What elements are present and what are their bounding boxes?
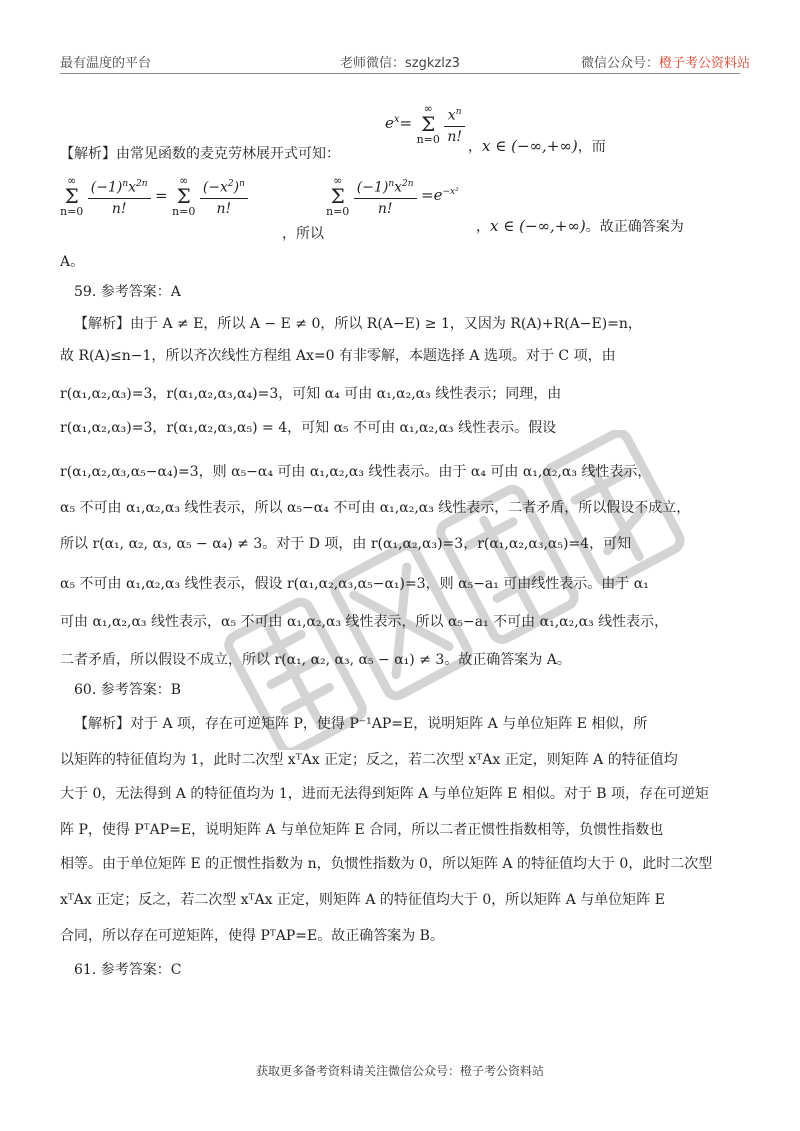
q60-line-2: 以矩阵的特征值均为 1，此时二次型 xᵀAx 正定；反之，若二次型 xᵀAx 正定，则矩阵 A 的特征值均 [60,752,678,768]
q60-line-4: 阵 P，使得 PᵀAP=E，说明矩阵 A 与单位矩阵 E 合同，所以二者正惯性指数相等，负惯性指数也 [60,822,664,838]
formula-exp-series: $e^x=$ ∞ Σ n=0 $\frac{x^n}{n!}$ [385,102,465,147]
q59-line-6: α₅ 不可由 α₁,α₂,α₃ 线性表示，所以 α₅−α₄ 不可由 α₁,α₂,α₃ 线性表示，二者矛盾，所以假设不成立， [60,500,691,516]
so-text: ，所以 [282,226,324,242]
q59-line-7: 所以 r(α₁, α₂, α₃, α₅ − α₄) ≠ 3。对于 D 项，由 r(α₁,α₂,α₃)=3，r(α₁,α₂,α₃,α₅)=4，可知 [60,536,632,552]
q59-line-1: 【解析】由于 A ≠ E，所以 A − E ≠ 0，所以 R(A−E) ≥ 1，又因为 R(A)+R(A−E)=n， [74,316,642,332]
q60-line-1: 【解析】对于 A 项，存在可逆矩阵 P，使得 P⁻¹AP=E，说明矩阵 A 与单位矩阵 E 相似，所 [74,716,648,732]
q59-line-10: 二者矛盾，所以假设不成立，所以 r(α₁, α₂, α₃, α₅ − α₁) ≠ 3。故正确答案为 A。 [60,652,571,668]
analysis-line-1 [60,144,340,164]
q59-line-4: r(α₁,α₂,α₃)=3，r(α₁,α₂,α₃,α₅) = 4，可知 α₅ 不可由 α₁,α₂,α₃ 线性表示。假设 [60,420,557,436]
header-account-label: 微信公众号： [581,56,660,71]
header-official-account [581,52,750,71]
header-teacher-wechat: 老师微信：szgkzlz3 [340,56,460,71]
q59-line-3: r(α₁,α₂,α₃)=3，r(α₁,α₂,α₃,α₄)=3，可知 α₄ 可由 α₁,α₂,α₃ 线性表示；同理，由 [60,386,562,402]
page-header [0,0,800,70]
q60-answer: 60. 参考答案：B [74,682,182,698]
q59-line-9: 可由 α₁,α₂,α₃ 线性表示，α₅ 不可由 α₁,α₂,α₃ 线性表示，所以 α₅−a₁ 不可由 α₁,α₂,α₃ 线性表示， [60,614,669,630]
q59-line-5: r(α₁,α₂,α₃,α₅−α₄)=3，则 α₅−α₄ 可由 α₁,α₂,α₃ 线性表示。由于 α₄ 可由 α₁,α₂,α₃ 线性表示， [60,464,652,480]
page-footer: 获取更多备考资料请关注微信公众号：橙子考公资料站 [255,1064,544,1078]
q60-line-5: 相等。由于单位矩阵 E 的正惯性指数为 n，负惯性指数为 0，所以矩阵 A 的特征值均大于 0，此时二次型 [60,856,713,872]
q61-answer: 61. 参考答案：C [74,962,182,978]
q59-line-8: α₅ 不可由 α₁,α₂,α₃ 线性表示，假设 r(α₁,α₂,α₃,α₅−α₁)=3，则 α₅−a₁ 可由线性表示。由于 α₁ [60,576,649,592]
sum-symbol: ∞ Σ n=0 [416,102,440,147]
analysis-tag: 【解析】由常见函数的麦克劳林展开式可知： [60,146,340,162]
q59-answer: 59. 参考答案：A [74,284,181,300]
answer-a-line: A。 [60,254,85,270]
domain-1: ，x ∈ (−∞,+∞)，而 [468,137,606,155]
q59-line-2: 故 R(A)≤n−1，所以齐次线性方程组 Ax=0 有非零解，本题选择 A 选项。对于 C 项，由 [60,348,616,364]
formula-row-2: ∞ Σ n=0 $\frac{(-1)^nx^{2n}}{n!}$ = ∞ Σ n=0 $\frac{(-x^2)^n}{n!}$ [60,174,248,219]
header-divider [60,73,740,74]
fraction-xn: $\frac{x^n}{n!}$ [444,102,465,147]
header-account-name: 橙子考公资料站 [659,56,751,71]
domain-2: ，x ∈ (−∞,+∞)。故正确答案为 [476,217,684,235]
formula-row-2b: ∞ Σ n=0 $\frac{(-1)^nx^{2n}}{n!}$ $=e^{-x^2}$ [326,174,459,219]
q60-line-3: 大于 0，无法得到 A 的特征值均为 1，进而无法得到矩阵 A 与单位矩阵 E 相似。对于 B 项，存在可逆矩 [60,786,710,802]
header-slogan: 最有温度的平台 [60,56,152,71]
q60-line-6: xᵀAx 正定；反之，若二次型 xᵀAx 正定，则矩阵 A 的特征值均大于 0，所以矩阵 A 与单位矩阵 E [60,892,665,908]
q60-line-7: 合同，所以存在可逆矩阵，使得 PᵀAP=E。故正确答案为 B。 [60,928,444,944]
